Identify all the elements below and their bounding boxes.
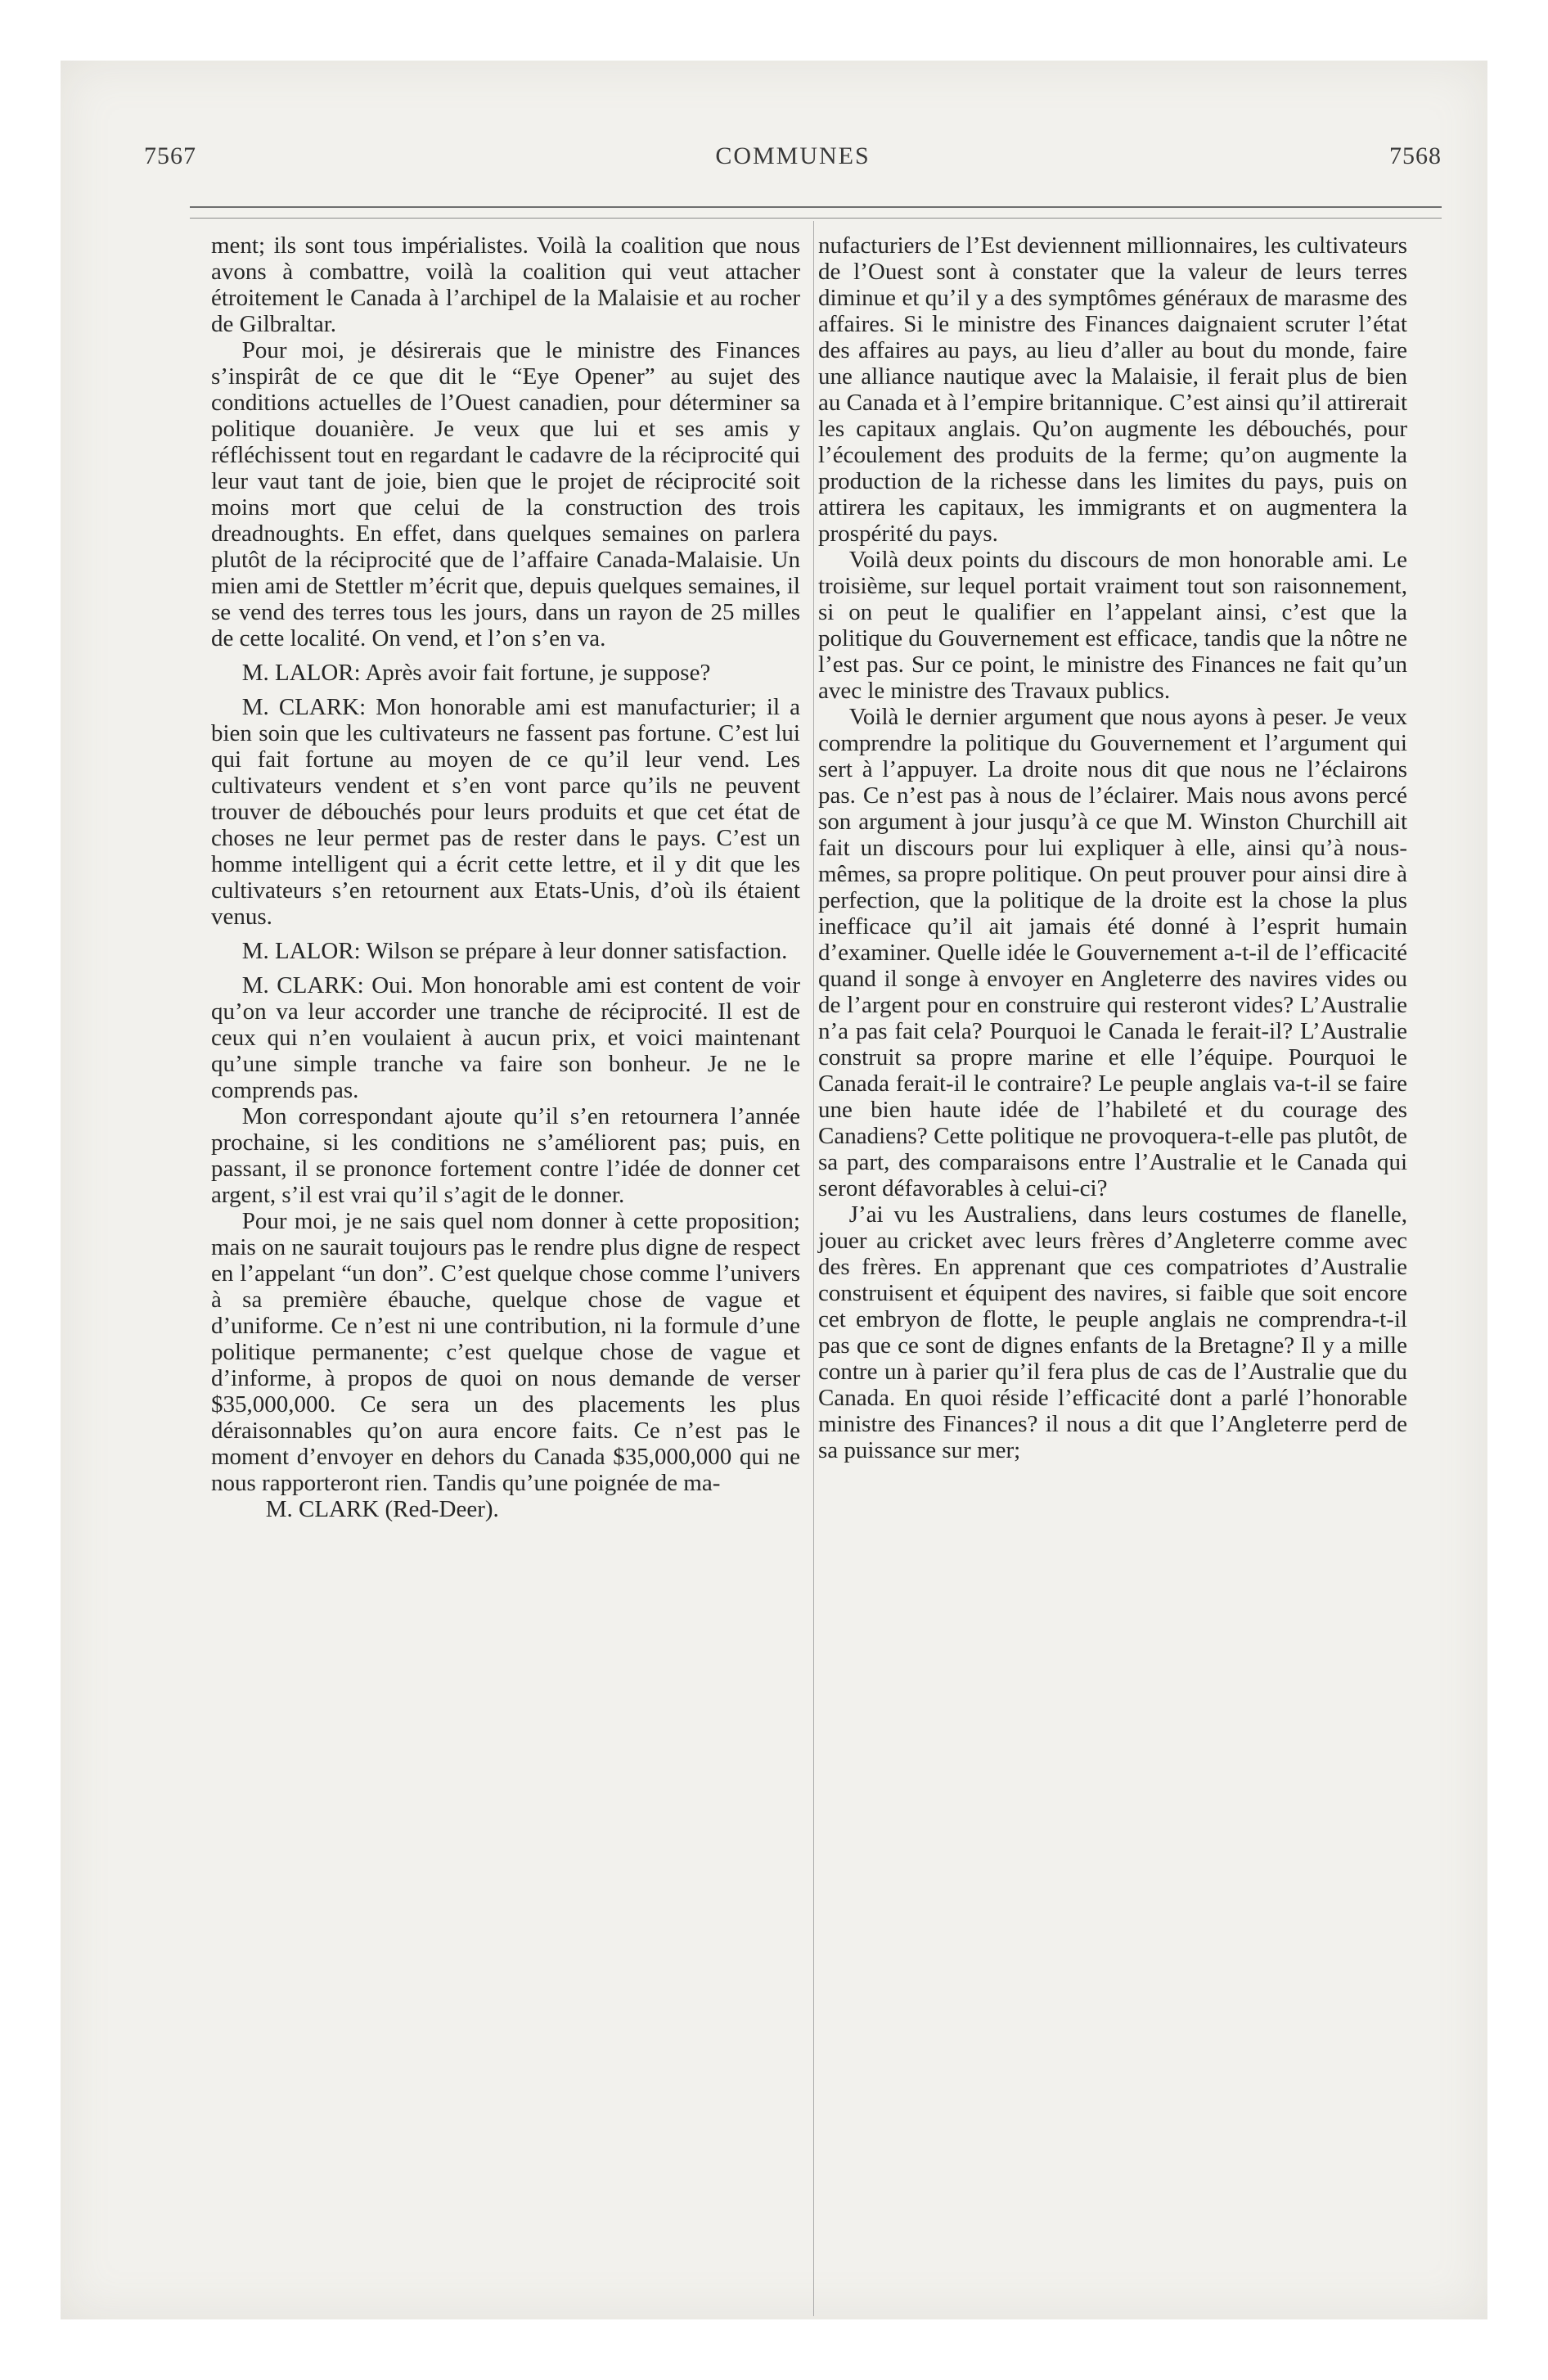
right-column (818, 232, 1407, 1463)
paragraph: Pour moi, je désirerais que le ministre des Finances s’inspirât de ce que dit le “Eye Opener” au sujet des conditions actuelles de l’Ouest canadien, pour déterminer sa politique douanière. Je veux que lui et ses amis y réfléchissent tout en regardant le cadavre de la réciprocité qui leur vaut tant de joie, bien que le projet de réciprocité soit moins mort que celui de la construction des trois dreadnoughts. En effet, dans quelques semaines on parlera plutôt de la réciprocité que de l’affaire Canada-Malaisie. Un mien ami de Stettler m’écrit que, depuis quelques semaines, il se vend des terres tous les jours, dans un rayon de 25 milles de cette localité. On vend, et l’on s’en va. (211, 337, 800, 651)
paragraph: J’ai vu les Australiens, dans leurs costumes de flanelle, jouer au cricket avec leurs frères d’Angleterre comme avec des frères. En apprenant que ces compatriotes d’Australie construisent et équipent des navires, si faible que soit encore cet embryon de flotte, le peuple anglais ne comprendra-t-il pas que ce sont de dignes enfants de la Bretagne? Il y a mille contre un à parier qu’il fera plus de cas de l’Australie que du Canada. En quoi réside l’efficacité dont a parlé l’honorable ministre des Finances? il nous a dit que l’Angleterre perd de sa puissance sur mer; (818, 1201, 1407, 1463)
paragraph: nufacturiers de l’Est deviennent millionnaires, les cultivateurs de l’Ouest sont à constater que la valeur de leurs terres diminue et qu’il y a des symptômes généraux de marasme des affaires. Si le ministre des Finances daignaient scruter l’état des affaires au pays, au lieu d’aller au bout du monde, faire une alliance nautique avec la Malaisie, il ferait plus de bien au Canada et à l’empire britannique. C’est ainsi qu’il attirerait les capitaux anglais. Qu’on augmente les débouchés, pour l’écoulement des produits de la ferme; qu’on augmente la production de la richesse dans les limites du pays, puis on attirera les capitaux, les immigrants et on augmentera la prospérité du pays. (818, 232, 1407, 547)
page-header (144, 142, 1442, 175)
running-title: COMMUNES (715, 142, 871, 169)
paragraph: Pour moi, je ne sais quel nom donner à cette proposition; mais on ne saurait toujours pas le rendre plus digne de respect en l’appelant “un don”. C’est quelque chose comme l’univers à sa première ébauche, quelque chose de vague et d’uniforme. Ce n’est ni une contribution, ni la formule d’une politique permanente; c’est quelque chose de vague et d’informe, à propos de quoi on nous demande de verser $35,000,000. Ce sera un des placements les plus déraisonnables qu’on aura encore faits. Ce n’est pas le moment d’envoyer en dehors du Canada $35,000,000 qui ne nous rapporteront rien. Tandis qu’une poignée de ma- (211, 1208, 800, 1496)
paragraph: Voilà deux points du discours de mon honorable ami. Le troisième, sur lequel portait vraiment tout son raisonnement, si on peut le qualifier en l’appelant ainsi, c’est que la politique du Gouvernement est efficace, tandis que la nôtre ne l’est pas. Sur ce point, le ministre des Finances ne fait qu’un avec le ministre des Travaux publics. (818, 547, 1407, 704)
page-number-left: 7567 (144, 142, 196, 169)
paragraph: Mon correspondant ajoute qu’il s’en retournera l’année prochaine, si les conditions ne s’améliorent pas; puis, en passant, il se prononce fortement contre l’idée de donner cet argent, s’il est vrai qu’il s’agit de le donner. (211, 1103, 800, 1208)
column-divider (813, 221, 814, 2316)
left-column (211, 232, 800, 1522)
paragraph: M. CLARK: Mon honorable ami est manufacturier; il a bien soin que les cultivateurs ne fassent pas fortune. C’est lui qui fait fortune au moyen de ce qu’il leur vend. Les cultivateurs vendent et s’en vont parce qu’ils ne peuvent trouver de débouchés pour leurs produits et que cet état de choses ne leur permet pas de rester dans le pays. C’est un homme intelligent qui a écrit cette lettre, et il y dit que les cultivateurs s’en retournent aux Etats-Unis, d’où ils étaient venus. (211, 694, 800, 930)
paragraph: M. CLARK: Oui. Mon honorable ami est content de voir qu’on va leur accorder une tranche de réciprocité. Il est de ceux qui n’en voulaient à aucun prix, et voici maintenant qu’une simple tranche va faire son bonheur. Je ne le comprends pas. (211, 972, 800, 1103)
speaker-signature: M. CLARK (Red-Deer). (265, 1496, 499, 1522)
paragraph: Voilà le dernier argument que nous ayons à peser. Je veux comprendre la politique du Gouvernement et l’argument qui sert à l’appuyer. La droite nous dit que nous ne l’éclairons pas. Ce n’est pas à nous de l’éclairer. Mais nous avons percé son argument à jour jusqu’à ce que M. Winston Churchill ait fait un discours pour lui expliquer à elle, ainsi qu’à nous-mêmes, sa propre politique. On peut prouver pour ainsi dire à perfection, que la politique de la droite est la chose la plus inefficace qu’il ait jamais été donné à l’esprit humain d’examiner. Quelle idée le Gouvernement a-t-il de l’efficacité quand il songe à envoyer en Angleterre des navires vides ou de l’argent pour en construire qui resteront vides? L’Australie n’a pas fait cela? Pourquoi le Canada le ferait-il? L’Australie construit sa propre marine et elle l’équipe. Pourquoi le Canada ferait-il le contraire? Le peuple anglais va-t-il se faire une bien haute idée de l’habileté et du courage des Canadiens? Cette politique ne provoquera-t-elle pas plutôt, de sa part, des comparaisons entre l’Australie et le Canada qui seront défavorables à celui-ci? (818, 704, 1407, 1201)
paragraph: M. LALOR: Après avoir fait fortune, je suppose? (241, 660, 711, 686)
header-rule-thick (190, 206, 1442, 208)
header-rule-thin (190, 218, 1442, 219)
page-number-right: 7568 (1389, 142, 1442, 169)
paragraph: ment; ils sont tous impérialistes. Voilà la coalition que nous avons à combattre, voilà la coalition qui veut attacher étroitement le Canada à l’archipel de la Malaisie et au rocher de Gilbraltar. (211, 232, 800, 337)
paragraph: M. LALOR: Wilson se prépare à leur donner satisfaction. (241, 938, 788, 964)
